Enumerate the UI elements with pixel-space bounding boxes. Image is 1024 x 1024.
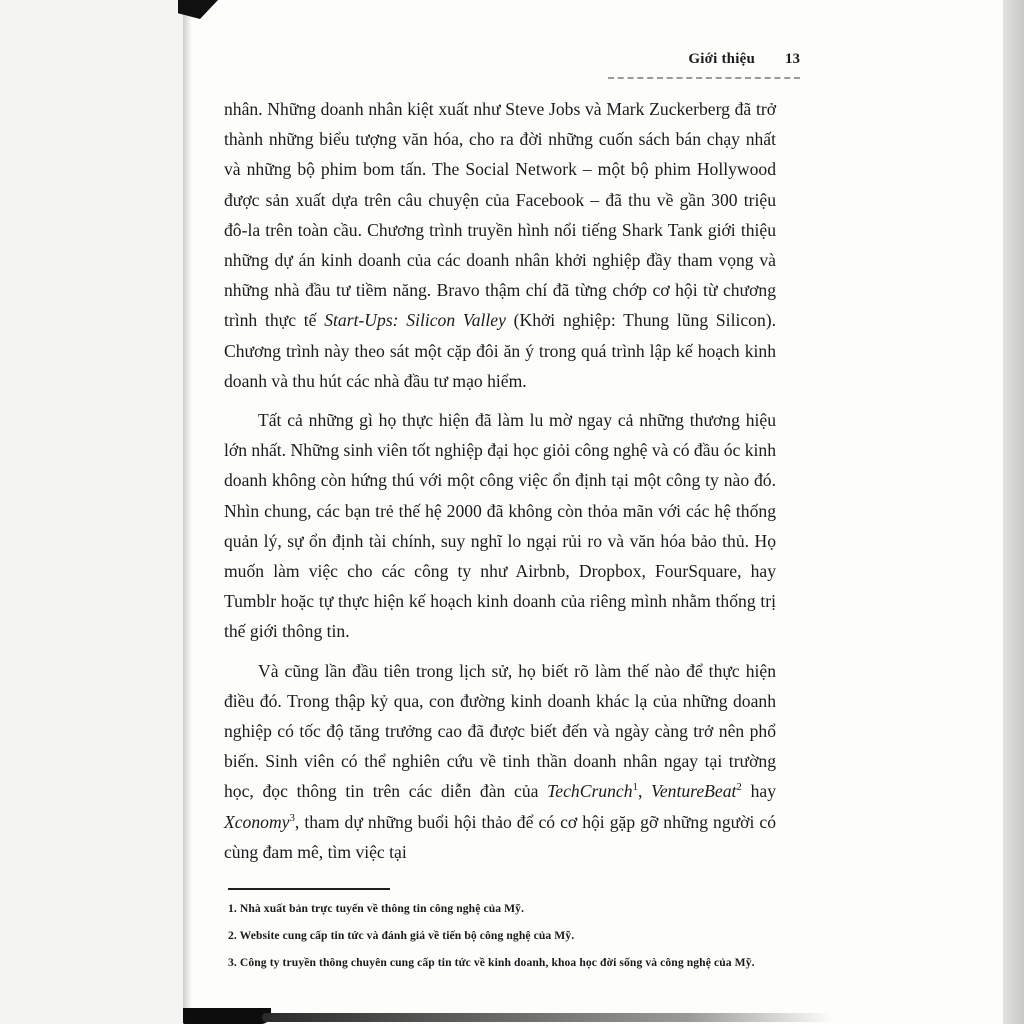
- text-run: hay: [741, 781, 776, 802]
- body-text: [224, 94, 776, 876]
- text-run: ,: [637, 781, 652, 802]
- footnote-separator-rule: [228, 888, 390, 890]
- text-run: Start-Ups: Silicon Valley: [324, 310, 506, 331]
- body-paragraph: [224, 656, 776, 867]
- footnote: 2. Website cung cấp tin tức và đánh giá về tiến bộ công nghệ của Mỹ.: [228, 929, 575, 942]
- text-run: nhân. Những doanh nhân kiệt xuất như Steve Jobs và Mark Zuckerberg đã trở thành những biểu tượng văn hóa, cho ra đời những cuốn sách bán chạy nhất và những bộ phim bom tấn. The Social Network – một bộ phim Hollywood được sản xuất dựa trên câu chuyện của Facebook – đã thu về gần 300 triệu đô-la trên toàn cầu. Chương trình truyền hình nổi tiếng Shark Tank giới thiệu những dự án kinh doanh của các doanh nhân khởi nghiệp đầy tham vọng và những nhà đầu tư tiềm năng. Bravo thậm chí đã từng chớp cơ hội từ chương trình thực tế: [224, 99, 776, 331]
- page-bottom-edge-shadow: [262, 1013, 832, 1022]
- footnote: 1. Nhà xuất bản trực tuyến về thông tin công nghệ của Mỹ.: [228, 902, 525, 915]
- page-header: [608, 50, 800, 79]
- text-run: VentureBeat: [651, 781, 737, 802]
- text-run: Xconomy: [224, 811, 290, 832]
- footnotes-block: [228, 888, 790, 983]
- body-paragraph: [224, 405, 776, 647]
- page-left-shadow: [183, 0, 192, 1024]
- scan-artifact-bottom-left: [183, 1008, 271, 1024]
- text-run: (Khởi nghiệp: Thung lũng Silicon). Chương trình này theo sát một cặp đôi ăn ý trong quá trình lập kế hoạch kinh doanh và thu hút các nhà đầu tư mạo hiểm.: [224, 310, 777, 391]
- footnote-reference: 2: [736, 781, 742, 794]
- text-run: Và cũng lần đầu tiên trong lịch sử, họ biết rõ làm thế nào để thực hiện điều đó. Trong thập kỷ qua, con đường kinh doanh khác lạ của những doanh nghiệp có tốc độ tăng trưởng cao đã được biết đến và ngày càng trở nên phổ biến. Sinh viên có thể nghiên cứu về tinh thần doanh nhân ngay tại trường học, đọc thông tin trên các diễn đàn của: [224, 660, 776, 802]
- scan-right-edge: [1003, 0, 1024, 1024]
- text-run: , tham dự những buổi hội thảo để có cơ hội gặp gỡ những người có cùng đam mê, tìm việc tại: [224, 811, 776, 862]
- text-run: Tất cả những gì họ thực hiện đã làm lu mờ ngay cả những thương hiệu lớn nhất. Những sinh viên tốt nghiệp đại học giỏi công nghệ và có đầu óc kinh doanh không còn hứng thú với một công việc ổn định tại một công ty nào đó. Nhìn chung, các bạn trẻ thế hệ 2000 đã không còn thỏa mãn với các hệ thống quản lý, sự ổn định tài chính, suy nghĩ lo ngại rủi ro và văn hóa bảo thủ. Họ muốn làm việc cho các công ty như Airbnb, Dropbox, FourSquare, hay Tumblr hoặc tự thực hiện kế hoạch kinh doanh của riêng mình nhằm thống trị thế giới thông tin.: [224, 410, 776, 642]
- footnote: 3. Công ty truyền thông chuyên cung cấp tin tức về kinh doanh, khoa học đời sống và công nghệ của Mỹ.: [228, 956, 755, 969]
- section-title: Giới thiệu: [688, 51, 755, 67]
- footnote-reference: 1: [632, 781, 638, 794]
- footnote-reference: 3: [289, 811, 295, 824]
- page-number: 13: [785, 51, 800, 67]
- body-paragraph: [224, 94, 776, 396]
- footnote-list: [228, 902, 790, 970]
- text-run: TechCrunch: [547, 781, 633, 802]
